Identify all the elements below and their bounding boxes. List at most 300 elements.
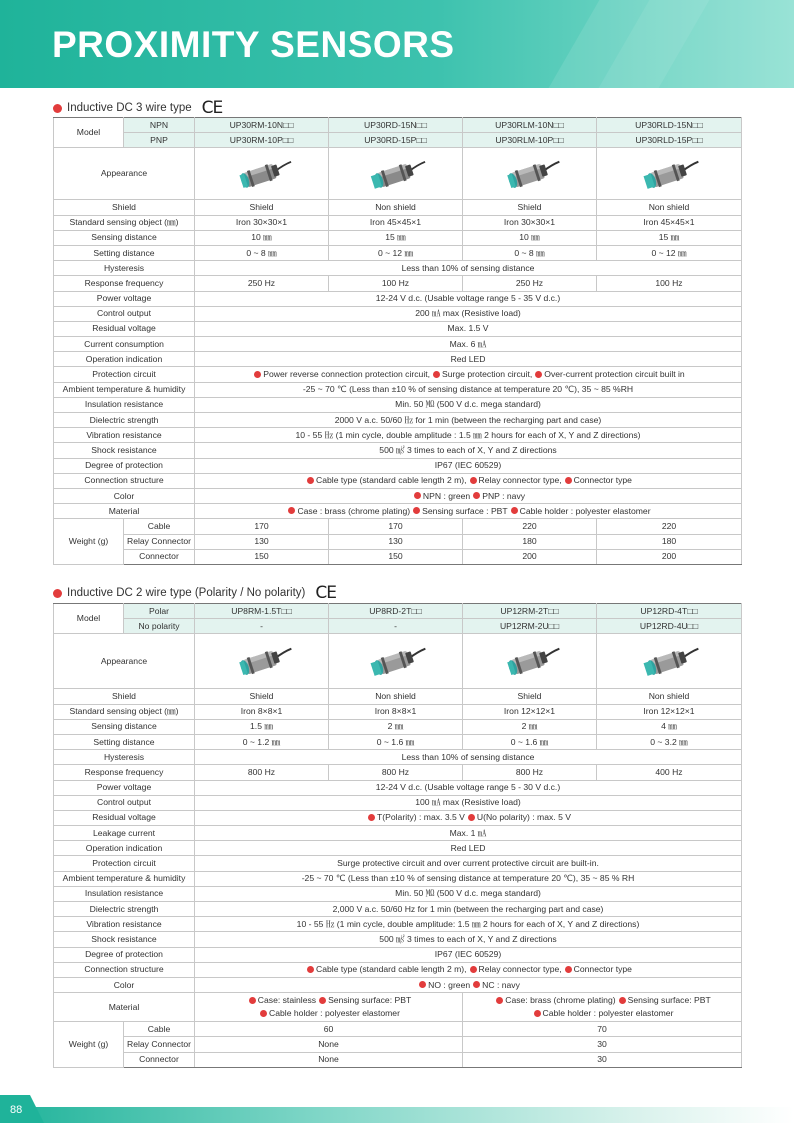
spec-row <box>54 977 742 992</box>
bullet-icon <box>53 589 62 598</box>
weight-sublabel: Connector <box>124 549 195 564</box>
spec-row <box>54 750 742 765</box>
weight-value: 30 <box>463 1037 742 1052</box>
spec-value: 800 Hz <box>463 765 597 780</box>
bullet-icon <box>511 507 518 514</box>
weight-value: None <box>195 1037 463 1052</box>
bullet-icon <box>368 814 375 821</box>
spec-value <box>195 488 742 503</box>
spec-value: Iron 8×8×1 <box>195 704 329 719</box>
spec-value: 0 ~ 12 ㎜ <box>597 245 742 260</box>
weight-sublabel: Connector <box>124 1052 195 1067</box>
appearance-cell <box>195 634 329 689</box>
spec-label: Sensing distance <box>54 230 195 245</box>
spec-value: 100 ㎃ max (Resistive load) <box>195 795 742 810</box>
footer-bar <box>0 1107 794 1123</box>
model-pnp-cell: UP30RD-15P□□ <box>329 133 463 148</box>
model-label: Model <box>54 604 124 634</box>
material-label: Material <box>54 993 195 1022</box>
appearance-cell <box>329 634 463 689</box>
spec-value: Max. 1.5 V <box>195 321 742 336</box>
material-row <box>54 993 742 1022</box>
spec-label: Insulation resistance <box>54 886 195 901</box>
appearance-row <box>54 634 742 689</box>
spec-value: 250 Hz <box>195 276 329 291</box>
bullet-icon <box>307 966 314 973</box>
model-nopolar-row <box>54 619 742 634</box>
weight-row <box>54 1022 742 1037</box>
weight-value: 60 <box>195 1022 463 1037</box>
bullet-icon <box>288 507 295 514</box>
spec-row <box>54 306 742 321</box>
spec-value: 4 ㎜ <box>597 719 742 734</box>
spec-row <box>54 962 742 977</box>
sensor-image <box>498 156 562 192</box>
spec-value: -25 ~ 70 ℃ (Less than ±10 % of sensing distance at temperature 20 ℃), 35 ~ 85 %RH <box>195 382 742 397</box>
spec-label: Vibration resistance <box>54 428 195 443</box>
bullet-icon <box>413 507 420 514</box>
section2-title-text: Inductive DC 2 wire type (Polarity / No polarity) <box>67 587 306 599</box>
bullet-icon <box>414 492 421 499</box>
page-title: PROXIMITY SENSORS <box>52 24 455 65</box>
header-decoration <box>549 0 794 88</box>
spec-row <box>54 443 742 458</box>
material-line <box>197 1007 460 1020</box>
spec-row <box>54 428 742 443</box>
spec-value: Iron 8×8×1 <box>329 704 463 719</box>
polar-label: Polar <box>124 604 195 619</box>
spec-value: 1.5 ㎜ <box>195 719 329 734</box>
bullet-text: NPN : green <box>422 490 471 501</box>
spec-value: 2 ㎜ <box>329 719 463 734</box>
spec-label: Operation indication <box>54 841 195 856</box>
spec-label: Protection circuit <box>54 856 195 871</box>
spec-value: Less than 10% of sensing distance <box>195 750 742 765</box>
weight-value: 180 <box>463 534 597 549</box>
weight-value: 150 <box>329 549 463 564</box>
bullet-text: NO : green <box>428 979 471 990</box>
spec-label: Shock resistance <box>54 932 195 947</box>
bullet-icon <box>53 104 62 113</box>
bullet-text: Relay connector type, <box>478 475 562 486</box>
spec-row <box>54 917 742 932</box>
spec-table-2wire <box>53 603 742 1068</box>
section1-title <box>53 98 222 118</box>
model-npn-cell: UP30RLD-15N□□ <box>597 118 742 133</box>
page-footer <box>0 1095 794 1123</box>
material-line <box>465 994 739 1007</box>
spec-value <box>195 504 742 519</box>
spec-table-3wire <box>53 117 742 565</box>
spec-value: Shield <box>463 200 597 215</box>
weight-value: 150 <box>195 549 329 564</box>
weight-row <box>54 534 742 549</box>
spec-row <box>54 734 742 749</box>
spec-value: Shield <box>195 689 329 704</box>
spec-row <box>54 826 742 841</box>
spec-value: 800 Hz <box>329 765 463 780</box>
model-npn-cell: UP30RLM-10N□□ <box>463 118 597 133</box>
model-pnp-cell: UP30RM-10P□□ <box>195 133 329 148</box>
spec-label: Shield <box>54 689 195 704</box>
spec-row <box>54 932 742 947</box>
spec-value <box>195 962 742 977</box>
spec-label: Control output <box>54 306 195 321</box>
spec-row <box>54 230 742 245</box>
spec-value: 0 ~ 12 ㎜ <box>329 245 463 260</box>
model-polar-cell: UP12RM-2T□□ <box>463 604 597 619</box>
npn-label: NPN <box>124 118 195 133</box>
spec-row <box>54 321 742 336</box>
sensor-image <box>230 643 294 679</box>
bullet-text: Relay connector type, <box>478 964 562 975</box>
spec-value: 15 ㎜ <box>329 230 463 245</box>
bullet-icon <box>470 966 477 973</box>
weight-row <box>54 1037 742 1052</box>
sensor-image <box>364 643 428 679</box>
bullet-text: Sensing surface: PBT <box>627 995 711 1006</box>
spec-value: Min. 50 ㏁ (500 V d.c. mega standard) <box>195 886 742 901</box>
material-line <box>197 994 460 1007</box>
model-label: Model <box>54 118 124 148</box>
spec-value: Iron 12×12×1 <box>463 704 597 719</box>
model-polar-cell: UP8RD-2T□□ <box>329 604 463 619</box>
spec-value: 400 Hz <box>597 765 742 780</box>
bullet-text: Power reverse connection protection circuit, <box>263 369 430 380</box>
spec-label: Degree of protection <box>54 947 195 962</box>
spec-label: Operation indication <box>54 352 195 367</box>
bullet-text: Cable holder : polyester elastomer <box>519 505 651 516</box>
bullet-text: Cable type (standard cable length 2 m), <box>316 475 467 486</box>
spec-label: Response frequency <box>54 765 195 780</box>
spec-label: Control output <box>54 795 195 810</box>
spec-row <box>54 886 742 901</box>
model-npn-cell: UP30RD-15N□□ <box>329 118 463 133</box>
appearance-cell <box>195 148 329 200</box>
weight-value: None <box>195 1052 463 1067</box>
spec-row <box>54 780 742 795</box>
nopolar-label: No polarity <box>124 619 195 634</box>
spec-value: 12-24 V d.c. (Usable voltage range 5 - 35 V d.c.) <box>195 291 742 306</box>
spec-label: Degree of protection <box>54 458 195 473</box>
sensor-image <box>366 155 426 193</box>
spec-label: Power voltage <box>54 780 195 795</box>
spec-value: 15 ㎜ <box>597 230 742 245</box>
section2-title <box>53 583 336 603</box>
spec-label: Sensing distance <box>54 719 195 734</box>
spec-row <box>54 504 742 519</box>
spec-label: Color <box>54 488 195 503</box>
model-nopolar-cell: UP12RD-4U□□ <box>597 619 742 634</box>
spec-value: 10 - 55 ㎐ (1 min cycle, double amplitude : 1.5 ㎜ 2 hours for each of X, Y and Z directions) <box>195 428 742 443</box>
model-polar-row <box>54 604 742 619</box>
bullet-icon <box>254 371 261 378</box>
spec-value: Max. 1 ㎃ <box>195 826 742 841</box>
weight-sublabel: Cable <box>124 1022 195 1037</box>
spec-value <box>195 367 742 382</box>
spec-value <box>195 977 742 992</box>
spec-value: Non shield <box>329 689 463 704</box>
model-pnp-cell: UP30RLM-10P□□ <box>463 133 597 148</box>
appearance-cell <box>597 148 742 200</box>
spec-value: 0 ~ 8 ㎜ <box>463 245 597 260</box>
model-nopolar-cell: - <box>329 619 463 634</box>
weight-row <box>54 1052 742 1067</box>
spec-value: Iron 30×30×1 <box>463 215 597 230</box>
weight-row <box>54 549 742 564</box>
appearance-cell <box>329 148 463 200</box>
weight-value: 30 <box>463 1052 742 1067</box>
appearance-label: Appearance <box>54 148 195 200</box>
weight-label: Weight (g) <box>54 519 124 565</box>
spec-value: 500 ㎨ 3 times to each of X, Y and Z directions <box>195 932 742 947</box>
bullet-text: Cable holder : polyester elastomer <box>542 1008 674 1019</box>
bullet-icon <box>249 997 256 1004</box>
spec-value <box>195 473 742 488</box>
bullet-text: Case: stainless <box>257 995 317 1006</box>
weight-sublabel: Relay Connector <box>124 1037 195 1052</box>
model-npn-row <box>54 118 742 133</box>
section1-title-text: Inductive DC 3 wire type <box>67 102 192 114</box>
spec-row <box>54 413 742 428</box>
sensor-image <box>637 643 701 679</box>
spec-value: 800 Hz <box>195 765 329 780</box>
spec-row <box>54 367 742 382</box>
spec-row <box>54 276 742 291</box>
weight-value: 70 <box>463 1022 742 1037</box>
bullet-icon <box>473 981 480 988</box>
spec-row <box>54 795 742 810</box>
spec-value: 10 ㎜ <box>195 230 329 245</box>
spec-value: Iron 30×30×1 <box>195 215 329 230</box>
model-pnp-cell: UP30RLD-15P□□ <box>597 133 742 148</box>
spec-label: Material <box>54 504 195 519</box>
spec-value: -25 ~ 70 ℃ (Less than ±10 % of sensing distance at temperature 20 ℃), 35 ~ 85 % RH <box>195 871 742 886</box>
weight-value: 200 <box>463 549 597 564</box>
weight-value: 200 <box>597 549 742 564</box>
bullet-icon <box>307 477 314 484</box>
appearance-cell <box>597 634 742 689</box>
bullet-text: Over-current protection circuit built in <box>544 369 685 380</box>
spec-value: Red LED <box>195 841 742 856</box>
bullet-icon <box>565 477 572 484</box>
spec-label: Dielectric strength <box>54 413 195 428</box>
weight-value: 130 <box>329 534 463 549</box>
spec-value: 2,000 V a.c. 50/60 Hz for 1 min (between the recharging part and case) <box>195 902 742 917</box>
spec-label: Hysteresis <box>54 261 195 276</box>
bullet-text: Case: brass (chrome plating) <box>505 995 616 1006</box>
weight-value: 170 <box>329 519 463 534</box>
bullet-icon <box>319 997 326 1004</box>
spec-row <box>54 719 742 734</box>
spec-label: Ambient temperature & humidity <box>54 871 195 886</box>
spec-label: Standard sensing object (㎜) <box>54 704 195 719</box>
spec-row <box>54 397 742 412</box>
bullet-text: Connector type <box>573 964 632 975</box>
model-npn-cell: UP30RM-10N□□ <box>195 118 329 133</box>
spec-value: Max. 6 ㎃ <box>195 337 742 352</box>
bullet-icon <box>565 966 572 973</box>
spec-row <box>54 473 742 488</box>
spec-row <box>54 765 742 780</box>
spec-row <box>54 200 742 215</box>
spec-value: Non shield <box>597 689 742 704</box>
weight-sublabel: Relay Connector <box>124 534 195 549</box>
spec-value: 10 - 55 ㎐ (1 min cycle, double amplitude: 1.5 ㎜ 2 hours for each of X, Y and Z directions) <box>195 917 742 932</box>
bullet-icon <box>260 1010 267 1017</box>
model-nopolar-cell: - <box>195 619 329 634</box>
spec-label: Connection structure <box>54 473 195 488</box>
spec-label: Shock resistance <box>54 443 195 458</box>
spec-value: 0 ~ 3.2 ㎜ <box>597 734 742 749</box>
spec-row <box>54 261 742 276</box>
weight-value: 170 <box>195 519 329 534</box>
bullet-text: Sensing surface: PBT <box>328 995 412 1006</box>
spec-label: Ambient temperature & humidity <box>54 382 195 397</box>
bullet-icon <box>468 814 475 821</box>
spec-label: Vibration resistance <box>54 917 195 932</box>
spec-row <box>54 856 742 871</box>
spec-label: Hysteresis <box>54 750 195 765</box>
spec-label: Connection structure <box>54 962 195 977</box>
bullet-text: Sensing surface : PBT <box>422 505 508 516</box>
spec-label: Insulation resistance <box>54 397 195 412</box>
bullet-text: Cable holder : polyester elastomer <box>269 1008 400 1019</box>
bullet-text: U(No polarity) : max. 5 V <box>476 812 571 823</box>
spec-label: Setting distance <box>54 734 195 749</box>
spec-value: Shield <box>463 689 597 704</box>
spec-value: 0 ~ 1.6 ㎜ <box>463 734 597 749</box>
bullet-icon <box>534 1010 541 1017</box>
spec-row <box>54 689 742 704</box>
bullet-icon <box>470 477 477 484</box>
spec-label: Residual voltage <box>54 810 195 825</box>
spec-row <box>54 245 742 260</box>
spec-value: 10 ㎜ <box>463 230 597 245</box>
page-number: 88 <box>10 1104 23 1116</box>
spec-value: Non shield <box>597 200 742 215</box>
bullet-text: Case : brass (chrome plating) <box>297 505 411 516</box>
spec-value: Less than 10% of sensing distance <box>195 261 742 276</box>
model-pnp-row <box>54 133 742 148</box>
bullet-text: PNP : navy <box>482 490 526 501</box>
model-polar-cell: UP12RD-4T□□ <box>597 604 742 619</box>
bullet-icon <box>496 997 503 1004</box>
spec-value <box>195 810 742 825</box>
bullet-icon <box>535 371 542 378</box>
weight-value: 130 <box>195 534 329 549</box>
spec-label: Current consumption <box>54 337 195 352</box>
spec-label: Power voltage <box>54 291 195 306</box>
sensor-image <box>498 643 562 679</box>
spec-label: Shield <box>54 200 195 215</box>
spec-value: Surge protective circuit and over current protective circuit are built-in. <box>195 856 742 871</box>
appearance-cell <box>463 148 597 200</box>
spec-row <box>54 291 742 306</box>
spec-value: Shield <box>195 200 329 215</box>
ce-mark-icon: CE <box>315 583 337 603</box>
spec-value: 500 ㎨ 3 times to each of X, Y and Z directions <box>195 443 742 458</box>
spec-value: IP67 (IEC 60529) <box>195 947 742 962</box>
page-header <box>0 0 794 88</box>
spec-value: Iron 12×12×1 <box>597 704 742 719</box>
spec-value: 250 Hz <box>463 276 597 291</box>
spec-value: 2 ㎜ <box>463 719 597 734</box>
spec-row <box>54 841 742 856</box>
spec-value: Min. 50 ㏁ (500 V d.c. mega standard) <box>195 397 742 412</box>
weight-value: 220 <box>597 519 742 534</box>
spec-label: Leakage current <box>54 826 195 841</box>
spec-row <box>54 337 742 352</box>
spec-row <box>54 810 742 825</box>
bullet-icon <box>433 371 440 378</box>
spec-row <box>54 704 742 719</box>
spec-value: 12-24 V d.c. (Usable voltage range 5 - 30 V d.c.) <box>195 780 742 795</box>
material-value <box>195 993 463 1022</box>
spec-label: Color <box>54 977 195 992</box>
material-value <box>463 993 742 1022</box>
spec-label: Protection circuit <box>54 367 195 382</box>
sensor-image <box>637 156 701 192</box>
weight-value: 220 <box>463 519 597 534</box>
bullet-text: T(Polarity) : max. 3.5 V <box>377 812 465 823</box>
appearance-row <box>54 148 742 200</box>
pnp-label: PNP <box>124 133 195 148</box>
spec-value: 200 ㎃ max (Resistive load) <box>195 306 742 321</box>
bullet-text: NC : navy <box>482 979 520 990</box>
spec-value: 100 Hz <box>597 276 742 291</box>
weight-sublabel: Cable <box>124 519 195 534</box>
spec-row <box>54 902 742 917</box>
spec-value: Non shield <box>329 200 463 215</box>
spec-value: Red LED <box>195 352 742 367</box>
ce-mark-icon: CE <box>201 98 223 118</box>
spec-label: Dielectric strength <box>54 902 195 917</box>
weight-row <box>54 519 742 534</box>
spec-value: 100 Hz <box>329 276 463 291</box>
spec-label: Setting distance <box>54 245 195 260</box>
appearance-cell <box>463 634 597 689</box>
appearance-label: Appearance <box>54 634 195 689</box>
model-nopolar-cell: UP12RM-2U□□ <box>463 619 597 634</box>
spec-row <box>54 382 742 397</box>
spec-value: 2000 V a.c. 50/60 ㎐ for 1 min (between the recharging part and case) <box>195 413 742 428</box>
model-polar-cell: UP8RM-1.5T□□ <box>195 604 329 619</box>
spec-row <box>54 871 742 886</box>
spec-row <box>54 458 742 473</box>
sensor-image <box>232 155 292 193</box>
spec-row <box>54 215 742 230</box>
spec-value: Iron 45×45×1 <box>597 215 742 230</box>
spec-value: 0 ~ 8 ㎜ <box>195 245 329 260</box>
spec-value: Iron 45×45×1 <box>329 215 463 230</box>
spec-value: 0 ~ 1.2 ㎜ <box>195 734 329 749</box>
spec-label: Standard sensing object (㎜) <box>54 215 195 230</box>
bullet-icon <box>619 997 626 1004</box>
bullet-icon <box>419 981 426 988</box>
spec-value: IP67 (IEC 60529) <box>195 458 742 473</box>
spec-label: Response frequency <box>54 276 195 291</box>
bullet-text: Surge protection circuit, <box>442 369 533 380</box>
weight-value: 180 <box>597 534 742 549</box>
spec-label: Residual voltage <box>54 321 195 336</box>
spec-value: 0 ~ 1.6 ㎜ <box>329 734 463 749</box>
spec-row <box>54 947 742 962</box>
bullet-icon <box>473 492 480 499</box>
material-line <box>465 1007 739 1020</box>
bullet-text: Connector type <box>573 475 632 486</box>
bullet-text: Cable type (standard cable length 2 m), <box>316 964 467 975</box>
